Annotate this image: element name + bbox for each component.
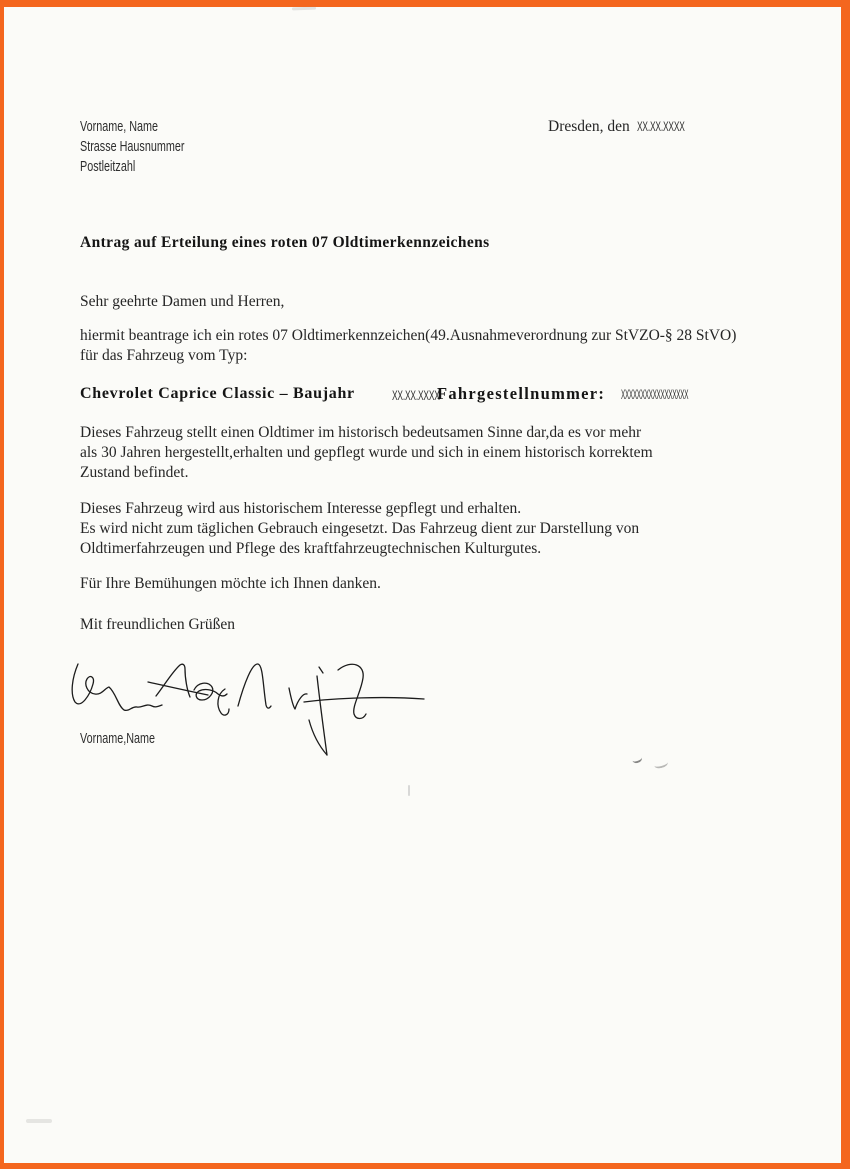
sender-address-block [80,117,225,177]
request-line-2: für das Fahrzeug vom Typ: [80,347,248,364]
handwritten-signature [66,648,446,768]
oldtimer-line-1: Dieses Fahrzeug stellt einen Oldtimer im historisch bedeutsamen Sinne dar,da es vor mehr [80,424,642,441]
letter-paper [4,7,841,1163]
date-value-placeholder: XX.XX.XXXX [636,118,685,134]
request-line-1: hiermit beantrage ich ein rotes 07 Oldtimerkennzeichen(49.Ausnahmeverordnung zur StVZO-§ 28 StVO) [80,327,737,344]
date-prefix: Dresden, den [548,118,630,135]
subject-line: Antrag auf Erteilung eines roten 07 Oldtimerkennzeichens [80,234,490,251]
scan-artifact [408,785,410,796]
oldtimer-line-2: als 30 Jahren hergestellt,erhalten und gepflegt wurde und sich in einem historisch korrektem [80,444,653,461]
signature-name [80,729,184,749]
interest-line-1: Dieses Fahrzeug wird aus historischem Interesse gepflegt und erhalten. [80,500,522,517]
sender-postcode: Postleitzahl [80,158,136,175]
scan-artifact [292,7,316,11]
sender-name: Vorname, Name [80,118,159,135]
scan-artifact [631,754,643,765]
closing-line: Mit freundlichen Grüßen [80,616,235,633]
interest-line-2: Es wird nicht zum täglichen Gebrauch eingesetzt. Das Fahrzeug dient zur Darstellung von [80,520,640,537]
thanks-line: Für Ihre Bemühungen möchte ich Ihnen danken. [80,575,381,592]
vin-value-placeholder: XXXXXXXXXXXXXXXXX [621,387,689,402]
request-paragraph [80,326,736,366]
oldtimer-paragraph [80,423,653,483]
scan-artifact [26,1119,52,1123]
vehicle-model-label: Chevrolet Caprice Classic – Baujahr [80,385,355,402]
signature-name-text: Vorname,Name [80,730,156,747]
oldtimer-line-3: Zustand befindet. [80,464,189,481]
baujahr-value-placeholder: XX.XX.XXXX [392,387,440,403]
scan-artifact [653,758,669,769]
interest-line-3: Oldtimerfahrzeugen und Pflege des kraftfahrzeugtechnischen Kulturgutes. [80,540,542,557]
vehicle-data-line [80,384,780,406]
sender-street: Strasse Hausnummer [80,138,185,155]
interest-paragraph [80,499,639,559]
salutation: Sehr geehrte Damen und Herren, [80,293,285,310]
date-line [548,116,716,137]
vin-label: Fahrgestellnummer: [437,384,606,403]
